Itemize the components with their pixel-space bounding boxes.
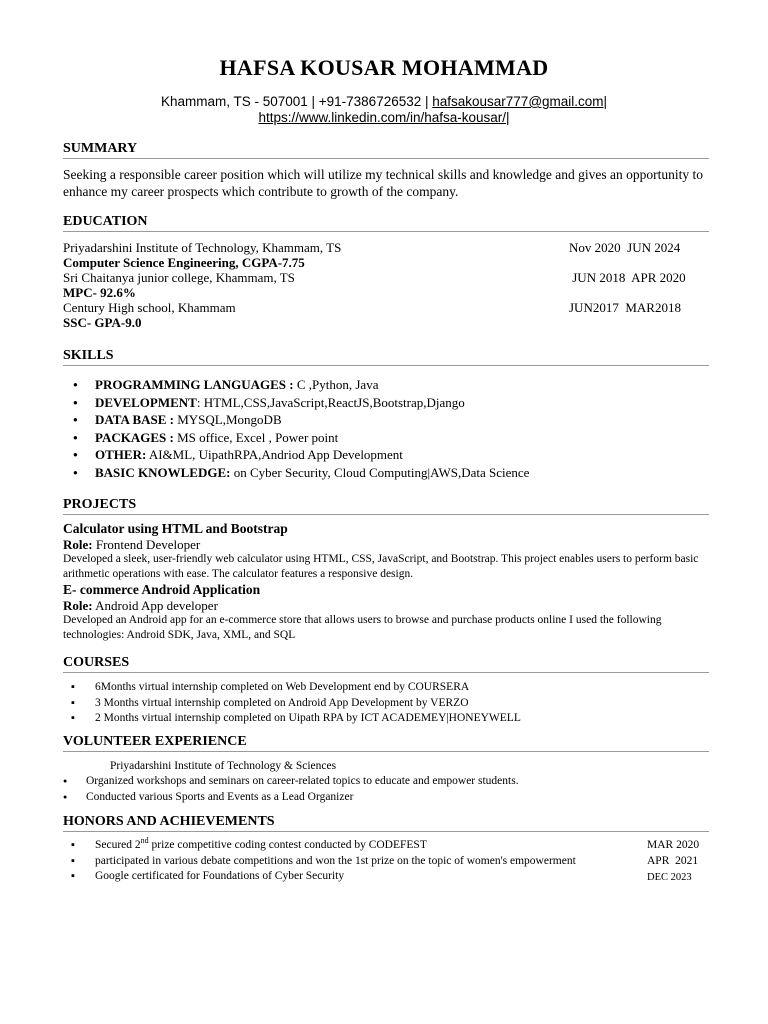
school-name: Sri Chaitanya junior college, Khammam, TS: [63, 270, 295, 285]
skills-section: [63, 348, 709, 482]
course-text: ▪ 6Months virtual internship completed on Web Development end by COURSERA: [95, 681, 470, 693]
volunteer-section: [63, 734, 709, 805]
skill-label: OTHER:: [95, 447, 147, 463]
project-role: Frontend Developer: [92, 537, 201, 552]
skill-item: [63, 411, 709, 429]
skill-value: MYSQL,MongoDB: [173, 412, 282, 428]
summary-text: Seeking a responsible career position which will utilize my technical skills and knowledge and gives an opportunity to enhance my career prospects which contribute to growth of the company.: [63, 167, 703, 199]
project-description: Developed a sleek, user-friendly web calculator using HTML, CSS, JavaScript, and Bootstrap. This project enables users to perform basic arithmetic operations with ease. The calculator features a responsive design.: [63, 553, 699, 580]
honor-item: [63, 854, 709, 870]
school-name: Priyadarshini Institute of Technology, Khammam, TS: [63, 240, 342, 255]
summary-heading: SUMMARY: [63, 141, 709, 159]
honors-list: [63, 838, 709, 886]
contact-location-phone: Khammam, TS - 507001 | +91-7386726532 |: [160, 94, 433, 109]
course-item: [63, 711, 709, 727]
volunteer-item: ● Conducted various Sports and Events as a Lead Organizer: [63, 790, 709, 806]
role-label: Role:: [63, 537, 93, 552]
skill-item: [63, 464, 709, 482]
honor-text: ▪ Google certificated for Foundations of Cyber Security: [95, 870, 345, 882]
education-dates: Nov 2020 JUN 2024: [569, 240, 681, 255]
honors-section: [63, 814, 709, 886]
honor-text: ▪ Secured 2nd prize competitive coding contest conducted by CODEFEST: [95, 836, 427, 851]
skill-label: DATA BASE :: [95, 412, 174, 428]
education-entry: [63, 240, 709, 270]
project-description: Developed an Android app for an e-commerce store that allows users to browse and purchase products online I used the following technologies: Android SDK, Java, XML, and SQL: [63, 614, 662, 641]
skill-label: PACKAGES :: [95, 429, 174, 445]
courses-heading: COURSES: [63, 655, 709, 673]
contact-info: [0, 94, 768, 126]
school-name: Century High school, Khammam: [63, 300, 236, 315]
volunteer-list: [63, 774, 709, 805]
projects-heading: PROJECTS: [63, 497, 709, 515]
education-detail: MPC- 92.6%: [63, 285, 136, 300]
skill-value: AI&ML, UipathRPA,Andriod App Development: [146, 447, 403, 463]
courses-section: [63, 655, 709, 727]
honors-heading: HONORS AND ACHIEVEMENTS: [63, 814, 709, 832]
skill-value: MS office, Excel , Power point: [173, 429, 339, 445]
linkedin-link[interactable]: https://www.linkedin.com/in/hafsa-kousar/|: [258, 110, 510, 125]
honor-date: APR 2021: [647, 854, 699, 867]
course-item: [63, 696, 709, 712]
education-heading: EDUCATION: [63, 214, 709, 232]
skill-value: C ,Python, Java: [293, 377, 379, 392]
skills-list: [63, 376, 709, 482]
honor-date: DEC 2023: [647, 872, 692, 883]
honor-text: ▪ participated in various debate competitions and won the 1st prize on the topic of women's empowerment: [95, 854, 576, 867]
skill-item: [63, 376, 709, 394]
project-name: Calculator using HTML and Bootstrap: [63, 521, 288, 536]
skill-label: DEVELOPMENT: [95, 394, 197, 410]
education-detail: Computer Science Engineering, CGPA-7.75: [63, 255, 305, 270]
project-role: Android App developer: [92, 598, 218, 613]
honor-item: [63, 869, 709, 886]
candidate-name: HAFSA KOUSAR MOHAMMAD: [219, 55, 549, 80]
skill-label: PROGRAMMING LANGUAGES :: [95, 377, 294, 392]
volunteer-heading: VOLUNTEER EXPERIENCE: [63, 734, 709, 752]
skill-item: [63, 429, 709, 447]
course-text: ▪ 2 Months virtual internship completed on Uipath RPA by ICT ACADEMEY|HONEYWELL: [95, 712, 521, 724]
project-name: E- commerce Android Application: [63, 582, 261, 597]
honor-item: [63, 838, 709, 854]
project-item: [63, 521, 709, 582]
course-item: [63, 680, 709, 696]
education-dates: JUN 2018 APR 2020: [569, 270, 686, 285]
projects-section: [63, 497, 709, 643]
courses-list: [63, 680, 709, 727]
honor-date: MAR 2020: [647, 839, 700, 851]
volunteer-item: ● Organized workshops and seminars on career-related topics to educate and empower students.: [63, 774, 709, 790]
skill-item: [63, 446, 709, 464]
education-section: [63, 214, 709, 330]
summary-section: [63, 141, 709, 200]
role-label: Role:: [63, 598, 93, 613]
skills-heading: SKILLS: [63, 348, 709, 366]
skill-label: BASIC KNOWLEDGE:: [95, 464, 231, 480]
project-item: [63, 582, 709, 643]
course-text: ▪ 3 Months virtual internship completed on Android App Development by VERZO: [95, 696, 469, 709]
skill-item: [63, 394, 709, 412]
volunteer-organization: Priyadarshini Institute of Technology & Sciences: [110, 760, 337, 772]
skill-value: : HTML,CSS,JavaScript,ReactJS,Bootstrap,Django: [196, 394, 465, 410]
education-entry: [63, 270, 709, 300]
skill-value: on Cyber Security, Cloud Computing|AWS,Data Science: [230, 464, 530, 480]
education-detail: SSC- GPA-9.0: [63, 315, 142, 330]
email-link[interactable]: hafsakousar777@gmail.com|: [432, 94, 608, 109]
education-dates: JUN2017 MAR2018: [569, 300, 681, 315]
education-entry: [63, 300, 709, 330]
